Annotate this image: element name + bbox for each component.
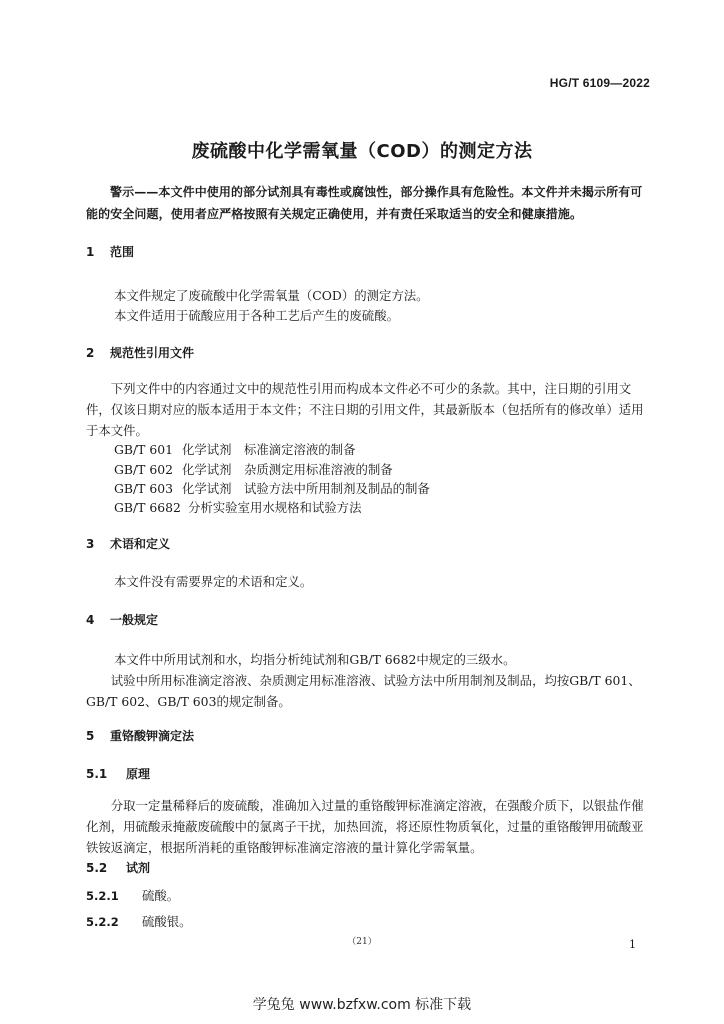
principle-text: 分取一定量稀释后的废硫酸，准确加入过量的重铬酸钾标准滴定溶液，在强酸介质下，以银盐作催化剂，用硫酸汞掩蔽废硫酸中的氯离子干扰，加热回流，将还原性物质氧化，过量的重铬酸钾用硫酸亚铁铵返滴定，根据所消耗的重铬酸钾标准滴定溶液的量计算化学需氧量。 xyxy=(86,798,644,855)
section-number: 1 xyxy=(86,245,95,259)
section-4-heading xyxy=(86,611,158,628)
reference-name: 化学试剂 标准滴定溶液的制备 xyxy=(182,442,356,457)
section-title: 试剂 xyxy=(126,861,151,875)
section-title: 原理 xyxy=(126,767,151,781)
section-title: 术语和定义 xyxy=(110,537,171,551)
section-number: 4 xyxy=(86,613,95,627)
section-number: 5 xyxy=(86,729,95,743)
normative-intro: 下列文件中的内容通过文中的规范性引用而构成本文件必不可少的条款。其中，注日期的引用文件，仅该日期对应的版本适用于本文件；不注日期的引用文件，其最新版本（包括所有的修改单）适用于本文件。 xyxy=(86,381,644,438)
section-title: 范围 xyxy=(110,245,135,259)
reference-item xyxy=(114,460,393,478)
reference-name: 分析实验室用水规格和试验方法 xyxy=(188,500,362,515)
reagent-text: 硫酸。 xyxy=(142,888,180,903)
section-title: 规范性引用文件 xyxy=(110,346,195,360)
section-number: 2 xyxy=(86,346,95,360)
document-title: 废硫酸中化学需氧量（COD）的测定方法 xyxy=(191,141,533,162)
general-rule-2: 试验中所用标准滴定溶液、杂质测定用标准溶液、试验方法中所用制剂及制品，均按GB/T 601、GB/T 602、GB/T 603的规定制备。 xyxy=(86,673,641,709)
reference-item xyxy=(114,479,430,497)
safety-warning: 警示——本文件中使用的部分试剂具有毒性或腐蚀性，部分操作具有危险性。本文件并未揭示所有可能的安全问题，使用者应严格按照有关规定正确使用，并有责任采取适当的安全和健康措施。 xyxy=(86,185,643,221)
reference-code: GB/T 603 xyxy=(114,481,174,496)
reference-code: GB/T 6682 xyxy=(114,500,181,515)
watermark-footer: 学兔兔 www.bzfxw.com 标准下载 xyxy=(252,997,472,1013)
section-5-heading xyxy=(86,727,194,744)
section-5-1-heading xyxy=(86,765,150,782)
reference-item xyxy=(114,498,361,516)
reference-code: GB/T 601 xyxy=(114,442,174,457)
section-title: 一般规定 xyxy=(110,613,159,627)
page-number: 1 xyxy=(629,938,636,951)
scope-line-1: 本文件规定了废硫酸中化学需氧量（COD）的测定方法。 xyxy=(114,288,429,303)
standard-code: HG/T 6109—2022 xyxy=(549,76,650,90)
reference-name: 化学试剂 试验方法中所用制剂及制品的制备 xyxy=(182,481,430,496)
reference-item xyxy=(114,440,355,458)
section-1-heading xyxy=(86,243,134,260)
section-number: 5.2 xyxy=(86,861,108,875)
scope-line-2: 本文件适用于硫酸应用于各种工艺后产生的废硫酸。 xyxy=(114,308,399,323)
section-3-heading xyxy=(86,535,170,552)
reagent-number: 5.2.1 xyxy=(86,889,119,903)
reference-code: GB/T 602 xyxy=(114,462,174,477)
section-number: 3 xyxy=(86,537,95,551)
general-rule-1: 本文件中所用试剂和水，均指分析纯试剂和GB/T 6682中规定的三级水。 xyxy=(114,652,516,667)
section-title: 重铬酸钾滴定法 xyxy=(110,729,195,743)
reagent-number: 5.2.2 xyxy=(86,915,119,929)
reagent-item xyxy=(86,886,179,904)
reference-name: 化学试剂 杂质测定用标准溶液的制备 xyxy=(182,462,393,477)
section-2-heading xyxy=(86,344,194,361)
section-5-2-heading xyxy=(86,859,150,876)
section-number: 5.1 xyxy=(86,767,108,781)
reagent-item xyxy=(86,912,192,930)
terms-text: 本文件没有需要界定的术语和定义。 xyxy=(114,574,313,589)
reagent-text: 硫酸银。 xyxy=(142,914,192,929)
inner-page-number: （21） xyxy=(347,937,377,947)
